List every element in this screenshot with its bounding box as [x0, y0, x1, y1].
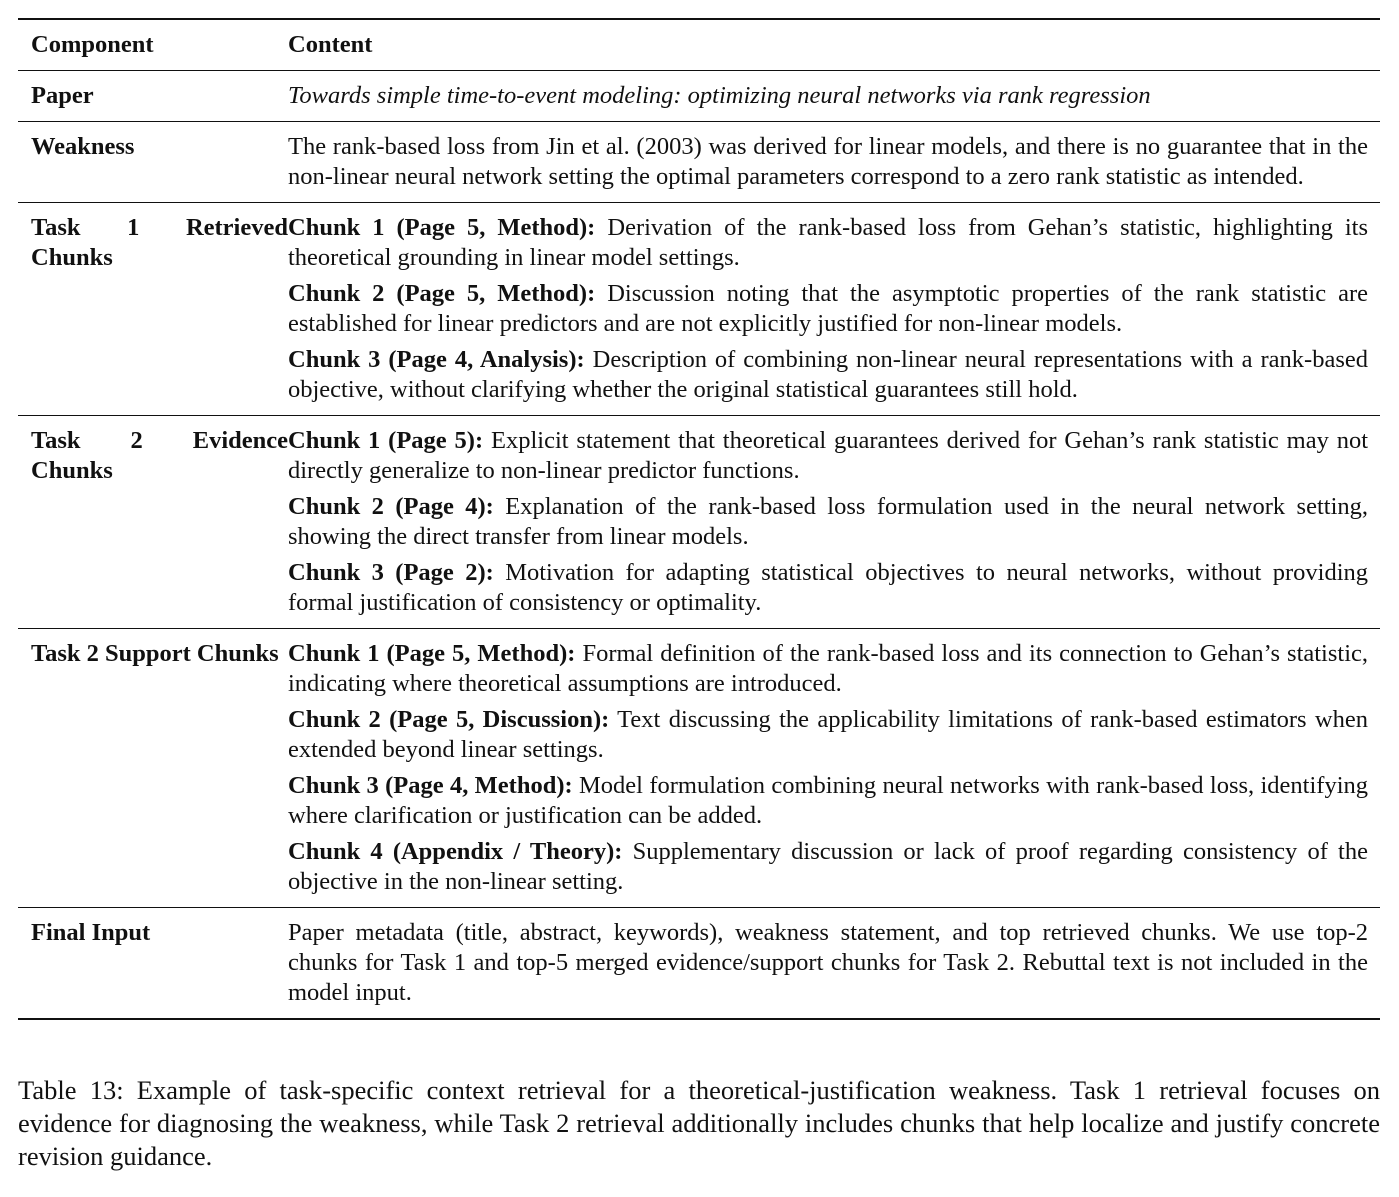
row-label-task1-retrieved: Task 1 Retrieved Chunks: [31, 214, 288, 271]
chunk-heading: Chunk 1 (Page 5, Method):: [288, 640, 576, 667]
chunk-heading: Chunk 3 (Page 4, Method):: [288, 772, 573, 799]
table-row-paper: [18, 71, 1380, 122]
chunk-item: [288, 345, 1368, 405]
chunk-item: [288, 558, 1368, 618]
table-row-task2-support: [18, 629, 1380, 908]
table-caption: Table 13: Example of task-specific context retrieval for a theoretical-justification weakness. Task 1 retrieval focuses on evidence for diagnosing the weakness, while Task 2 retrieval additionally includes chunks that help localize and justify concrete revision guidance.: [18, 1075, 1380, 1171]
chunk-text: Motivation for adapting statistical objectives to neural networks, without providing formal justification of consistency or optimality.: [288, 559, 1369, 616]
chunk-heading: Chunk 2 (Page 4):: [288, 493, 494, 520]
chunk-heading: Chunk 1 (Page 5):: [288, 427, 484, 454]
chunk-text: Derivation of the rank-based loss from Gehan’s statistic, highlighting its theoretical grounding in linear model settings.: [288, 214, 1369, 271]
chunk-item: [288, 213, 1368, 273]
chunk-text: Formal definition of the rank-based loss and its connection to Gehan’s statistic, indicating where theoretical assumptions are introduced.: [288, 640, 1369, 697]
row-label-weakness: Weakness: [31, 133, 135, 160]
chunk-heading: Chunk 2 (Page 5, Discussion):: [288, 706, 610, 733]
chunk-text: Model formulation combining neural networks with rank-based loss, identifying where clarification or justification can be added.: [288, 772, 1369, 829]
header-component: Component: [31, 31, 154, 58]
chunk-item: [288, 639, 1368, 699]
chunk-item: [288, 837, 1368, 897]
paper-title: Towards simple time-to-event modeling: optimizing neural networks via rank regression: [288, 82, 1151, 109]
chunk-heading: Chunk 1 (Page 5, Method):: [288, 214, 596, 241]
chunk-text: Explicit statement that theoretical guarantees derived for Gehan’s rank statistic may not directly generalize to non-linear predictor functions.: [288, 427, 1369, 484]
chunk-text: Discussion noting that the asymptotic properties of the rank statistic are established for linear predictors and are not explicitly justified for non-linear models.: [288, 280, 1368, 337]
chunk-item: [288, 426, 1368, 486]
chunk-text: Description of combining non-linear neural representations with a rank-based objective, without clarifying whether the original statistical guarantees still hold.: [288, 346, 1368, 403]
table-row-task2-evidence: [18, 416, 1380, 629]
chunk-item: [288, 492, 1368, 552]
row-label-task2-support: Task 2 Support Chunks: [31, 640, 279, 667]
chunk-item: [288, 279, 1368, 339]
chunk-heading: Chunk 3 (Page 2):: [288, 559, 494, 586]
weakness-text: The rank-based loss from Jin et al. (2003) was derived for linear models, and there is no guarantee that in the non-linear neural network setting the optimal parameters correspond to a zero rank statistic as intended.: [288, 133, 1368, 190]
table-row-final-input: [18, 908, 1380, 1020]
task2-evidence-chunks: [288, 416, 1380, 629]
table-header-row: [18, 19, 1380, 71]
chunk-heading: Chunk 3 (Page 4, Analysis):: [288, 346, 585, 373]
task2-support-chunks: [288, 629, 1380, 908]
row-label-paper: Paper: [31, 82, 94, 109]
chunk-item: [288, 705, 1368, 765]
table-row-task1-retrieved: [18, 203, 1380, 416]
retrieval-example-table: [18, 18, 1380, 1020]
final-input-text: Paper metadata (title, abstract, keywords), weakness statement, and top retrieved chunks. We use top-2 chunks for Task 1 and top-5 merged evidence/support chunks for Task 2. Rebuttal text is not included in the model input.: [288, 919, 1368, 1006]
chunk-heading: Chunk 4 (Appendix / Theory):: [288, 838, 623, 865]
table-row-weakness: [18, 122, 1380, 203]
chunk-text: Explanation of the rank-based loss formulation used in the neural network setting, showing the direct transfer from linear models.: [288, 493, 1369, 550]
chunk-text: Text discussing the applicability limitations of rank-based estimators when extended beyond linear settings.: [288, 706, 1368, 763]
row-label-task2-evidence: Task 2 Evidence Chunks: [31, 427, 288, 484]
header-content: Content: [288, 31, 373, 58]
chunk-heading: Chunk 2 (Page 5, Method):: [288, 280, 596, 307]
chunk-item: [288, 771, 1368, 831]
task1-retrieved-chunks: [288, 203, 1380, 416]
chunk-text: Supplementary discussion or lack of proof regarding consistency of the objective in the non-linear setting.: [288, 838, 1368, 895]
row-label-final-input: Final Input: [31, 919, 151, 946]
